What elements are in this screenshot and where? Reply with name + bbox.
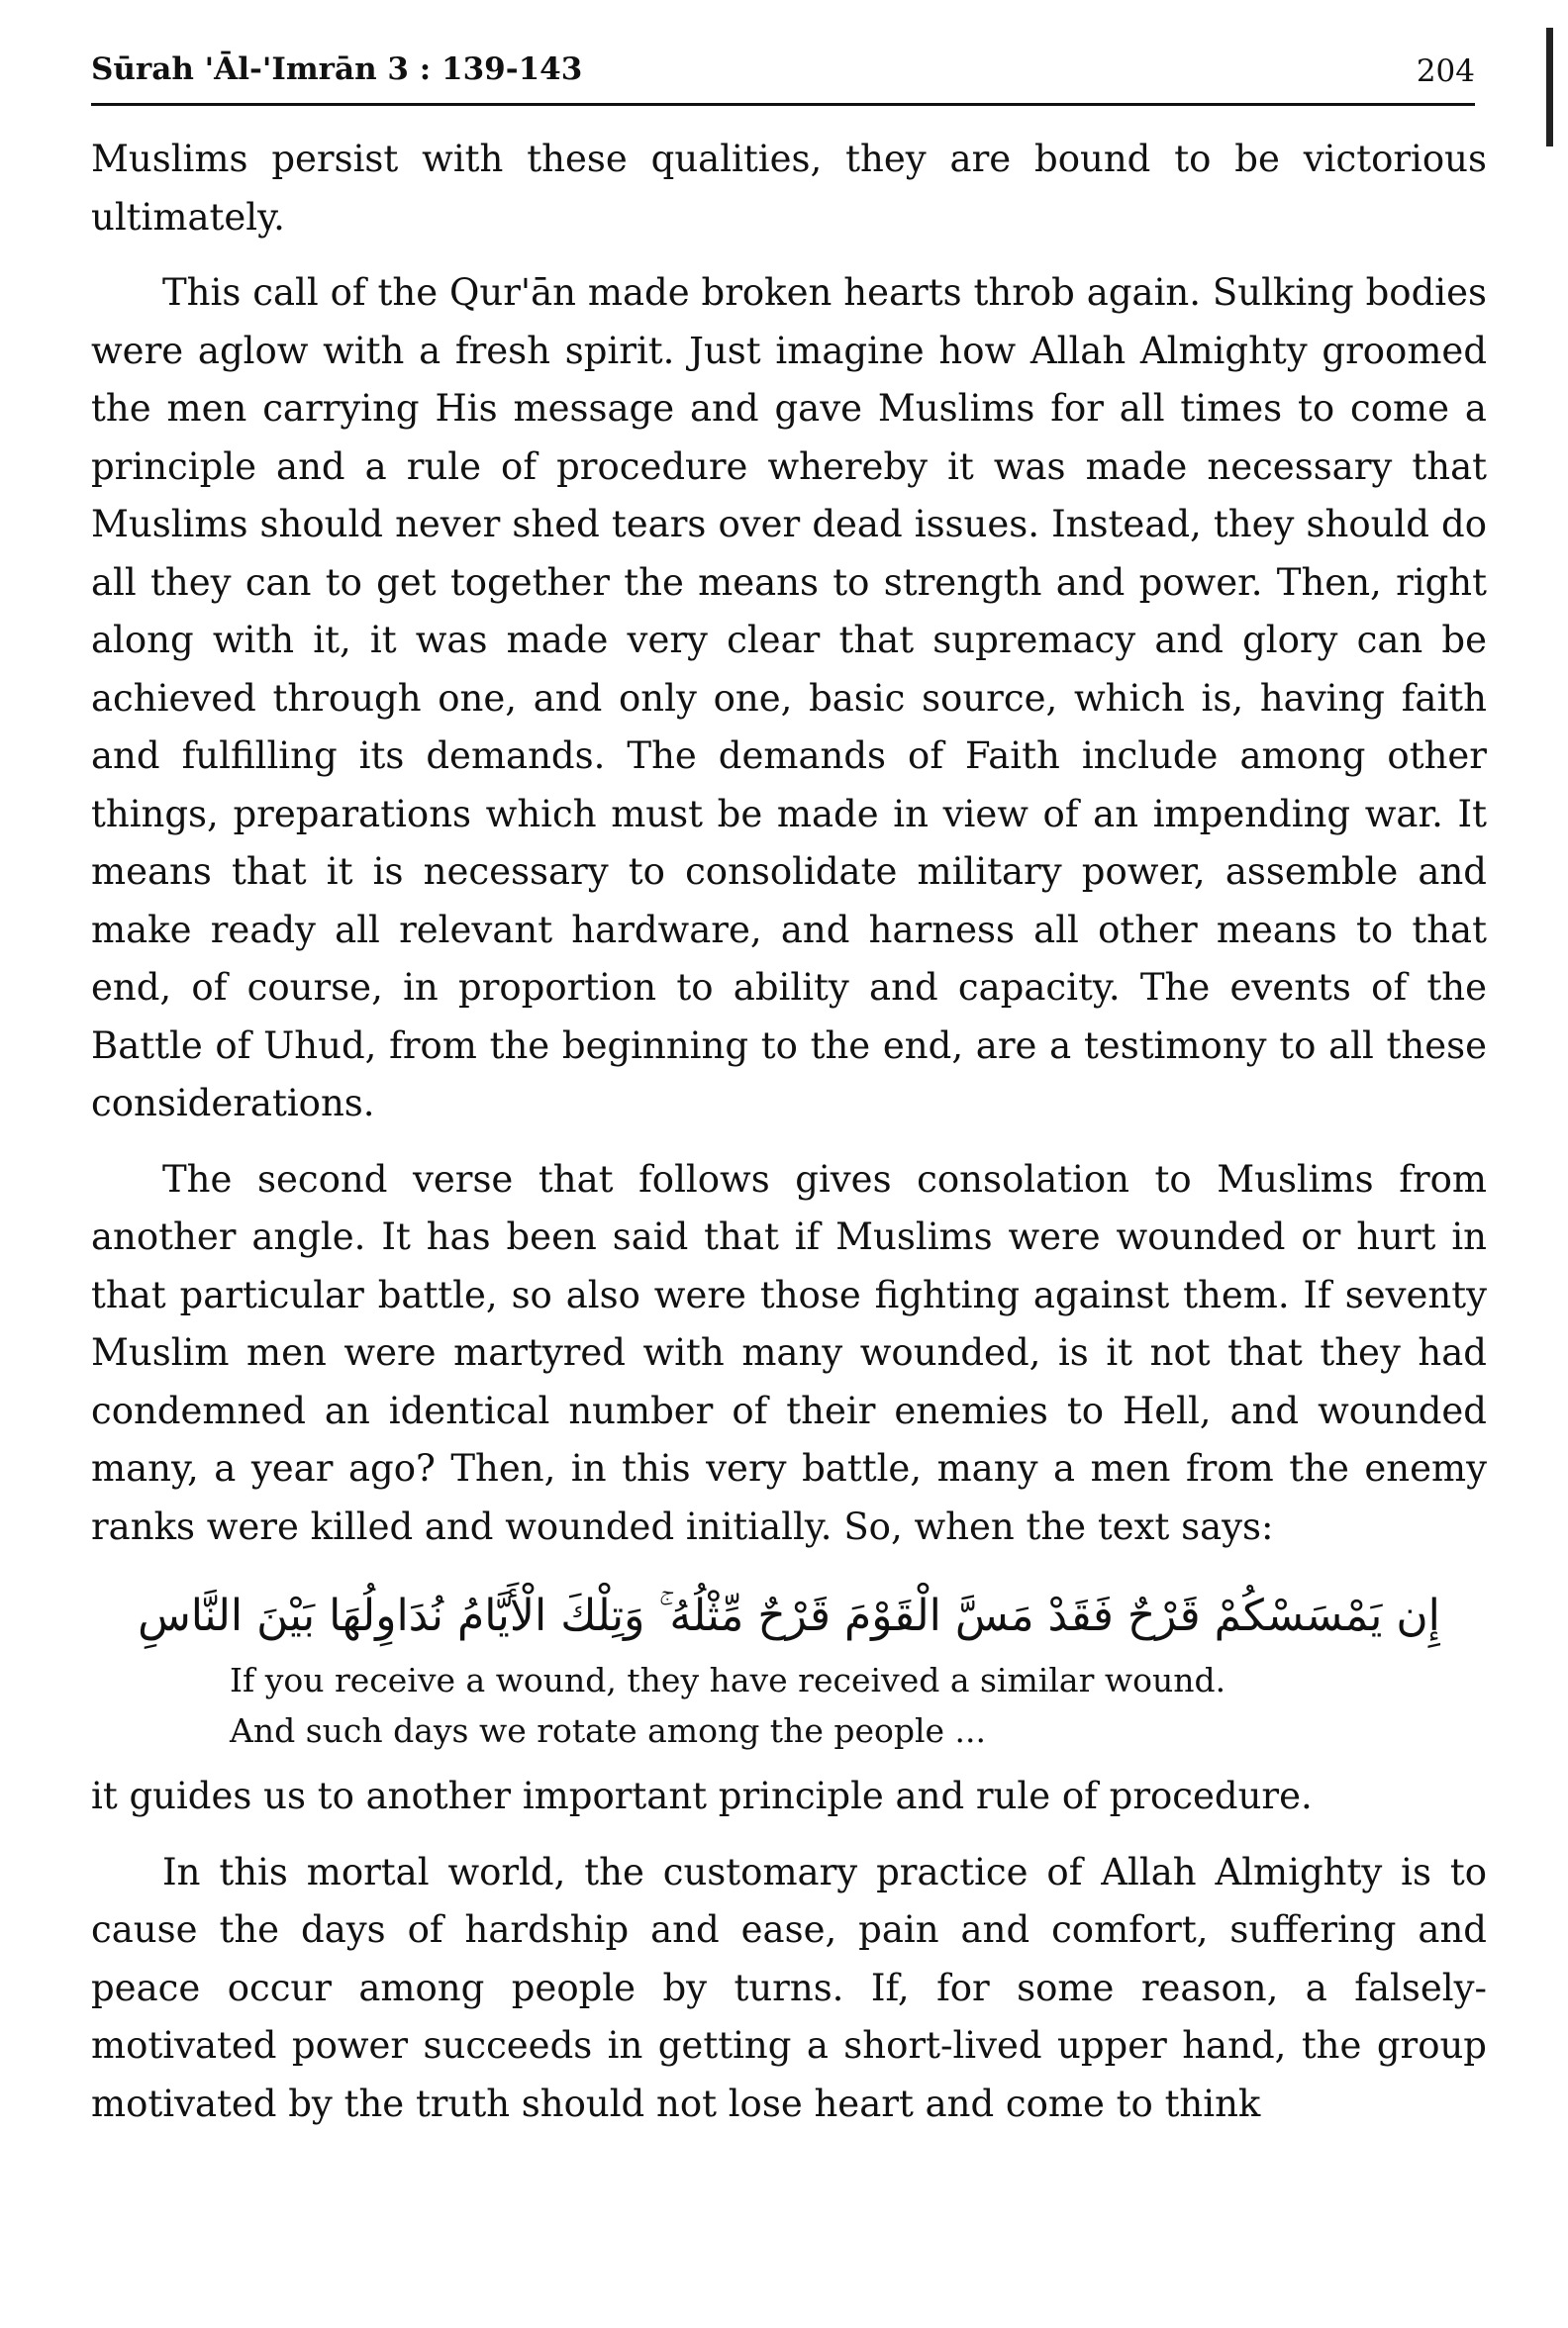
paragraph-after-quote: it guides us to another important principle and rule of procedure.	[91, 1775, 1313, 1817]
paragraph-continuation: Muslims persist with these qualities, they are bound to be victorious ultimately.	[91, 138, 1487, 239]
page-number: 204	[1416, 53, 1475, 89]
header-rule	[91, 103, 1475, 106]
running-title: Sūrah 'Āl-'Imrān 3 : 139-143	[91, 51, 583, 87]
page-edge-mark	[1546, 28, 1553, 146]
paragraph-mortal-world: In this mortal world, the customary practice of Allah Almighty is to cause the days of hardship and ease, pain and comfort, suffering and peace occur among people by turns. If, for some reason, a falsely-motivated power succeeds in getting a short-lived upper hand, the group motivated by the truth should not lose heart and come to think	[91, 1850, 1487, 2125]
paragraph-quran-call: This call of the Qur'ān made broken hearts throb again. Sulking bodies were aglow with a fresh spirit. Just imagine how Allah Almighty groomed the men carrying His message and gave Muslims for all times to come a principle and a rule of procedure whereby it was made necessary that Muslims should never shed tears over dead issues. Instead, they should do all they can to get together the means to strength and power. Then, right along with it, it was made very clear that supremacy and glory can be achieved through one, and only one, basic source, which is, having faith and fulfilling its demands. The demands of Faith include among other things, preparations which must be made in view of an impending war. It means that it is necessary to consolidate military power, assemble and make ready all relevant hardware, and harness all other means to that end, of course, in proportion to ability and capacity. The events of the Battle of Uhud, from the beginning to the end, are a testimony to all these considerations.	[91, 271, 1487, 1124]
paragraph-second-verse: The second verse that follows gives consolation to Muslims from another angle. It has been said that if Muslims were wounded or hurt in that particular battle, so also were those fighting against them. If seventy Muslim men were martyred with many wounded, is it not that they had condemned an identical number of their enemies to Hell, and wounded many, a year ago? Then, in this very battle, many a men from the enemy ranks were killed and wounded initially. So, when the text says:	[91, 1157, 1487, 1548]
page-body	[91, 131, 1487, 2133]
page-header	[91, 46, 1475, 105]
translation-line-2: And such days we rotate among the people ...	[230, 1711, 987, 1750]
arabic-verse: إِن يَمْسَسْكُمْ قَرْحٌ فَقَدْ مَسَّ الْقَوْمَ قَرْحٌ مِّثْلُهُ ۚ وَتِلْكَ الْأَيَّامُ نُدَاوِلُهَا بَيْنَ النَّاسِ	[138, 1591, 1440, 1641]
verse-translation	[230, 1655, 1487, 1756]
translation-line-1: If you receive a wound, they have received a similar wound.	[230, 1661, 1226, 1699]
